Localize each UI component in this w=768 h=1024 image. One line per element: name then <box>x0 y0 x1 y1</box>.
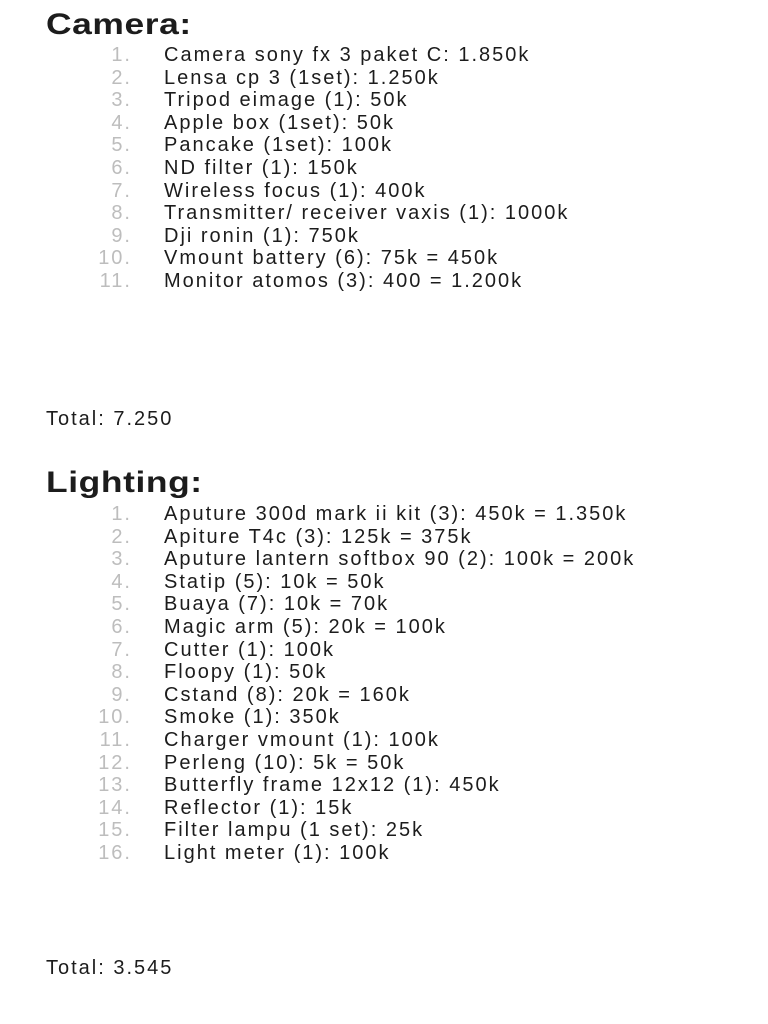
lighting-total: Total: 3.545 <box>46 957 174 979</box>
list-item-number: 3. <box>111 548 132 571</box>
list-item-text: Floopy (1): 50k <box>164 661 328 684</box>
list-item-text: Filter lampu (1 set): 25k <box>164 819 425 842</box>
list-item-number: 5. <box>111 134 132 157</box>
list-item <box>0 593 694 616</box>
list-item <box>0 180 694 203</box>
list-item-number: 12. <box>98 751 132 774</box>
list-item-number: 4. <box>111 111 132 134</box>
list-item-text: Tripod eimage (1): 50k <box>164 89 409 112</box>
list-item <box>0 67 694 90</box>
list-item-text: Aputure lantern softbox 90 (2): 100k = 200k <box>164 548 636 571</box>
list-item <box>0 503 694 526</box>
list-item <box>0 639 694 662</box>
list-item-number: 1. <box>111 503 132 525</box>
list-item-text: Transmitter/ receiver vaxis (1): 1000k <box>164 202 570 225</box>
list-item-number: 2. <box>111 525 132 548</box>
list-item <box>0 225 694 248</box>
list-item <box>0 842 694 865</box>
list-item <box>0 134 694 157</box>
list-item <box>0 157 694 180</box>
list-item-number: 1. <box>111 44 132 66</box>
list-item <box>0 706 694 729</box>
list-item <box>0 202 694 225</box>
list-item <box>0 752 694 775</box>
list-item-text: Reflector (1): 15k <box>164 796 354 819</box>
list-item-text: Cutter (1): 100k <box>164 638 335 661</box>
list-item <box>0 270 694 293</box>
list-item-text: Pancake (1set): 100k <box>164 134 393 157</box>
list-item-number: 4. <box>111 570 132 593</box>
list-item-text: Lensa cp 3 (1set): 1.250k <box>164 66 440 89</box>
list-item-number: 7. <box>111 638 132 661</box>
list-item-number: 5. <box>111 593 132 616</box>
list-item-text: ND filter (1): 150k <box>164 156 359 179</box>
list-item-text: Buaya (7): 10k = 70k <box>164 593 390 616</box>
list-item <box>0 247 694 270</box>
list-item <box>0 571 694 594</box>
list-item-number: 11. <box>99 269 132 292</box>
list-item-text: Vmount battery (6): 75k = 450k <box>164 247 500 270</box>
list-item-text: Camera sony fx 3 paket C: 1.850k <box>164 44 531 66</box>
list-item-number: 3. <box>111 89 132 112</box>
list-item <box>0 89 694 112</box>
list-item-text: Dji ronin (1): 750k <box>164 224 360 247</box>
list-item-number: 8. <box>111 661 132 684</box>
list-item-number: 10. <box>98 706 132 729</box>
list-item-number: 16. <box>98 841 132 864</box>
list-item-number: 11. <box>99 728 132 751</box>
list-item-number: 6. <box>111 615 132 638</box>
list-item <box>0 548 694 571</box>
list-item-text: Aputure 300d mark ii kit (3): 450k = 1.350k <box>164 503 628 525</box>
list-item-number: 9. <box>111 224 132 247</box>
list-item <box>0 729 694 752</box>
list-item-text: Charger vmount (1): 100k <box>164 728 440 751</box>
list-item <box>0 112 694 135</box>
list-item <box>0 616 694 639</box>
list-item-text: Statip (5): 10k = 50k <box>164 570 386 593</box>
list-item-number: 9. <box>111 683 132 706</box>
list-item-number: 2. <box>111 66 132 89</box>
list-item <box>0 797 694 820</box>
list-item-number: 10. <box>98 247 132 270</box>
list-item-text: Cstand (8): 20k = 160k <box>164 683 411 706</box>
list-item <box>0 684 694 707</box>
list-item-number: 7. <box>111 179 132 202</box>
list-item-number: 6. <box>111 156 132 179</box>
list-item-text: Butterfly frame 12x12 (1): 450k <box>164 774 501 797</box>
list-item-number: 13. <box>98 774 132 797</box>
list-item <box>0 774 694 797</box>
camera-item-list <box>0 44 768 293</box>
list-item-number: 15. <box>98 819 132 842</box>
list-item <box>0 44 694 67</box>
camera-total: Total: 7.250 <box>46 408 174 430</box>
list-item-text: Monitor atomos (3): 400 = 1.200k <box>164 269 524 292</box>
list-item <box>0 819 694 842</box>
list-item <box>0 526 694 549</box>
list-item-text: Smoke (1): 350k <box>164 706 341 729</box>
list-item-text: Light meter (1): 100k <box>164 841 391 864</box>
list-item-number: 14. <box>98 796 132 819</box>
list-item-text: Apiture T4c (3): 125k = 375k <box>164 525 473 548</box>
list-item-text: Perleng (10): 5k = 50k <box>164 751 406 774</box>
list-item-text: Apple box (1set): 50k <box>164 111 395 134</box>
list-item <box>0 661 694 684</box>
lighting-item-list <box>0 503 768 865</box>
list-item-number: 8. <box>111 202 132 225</box>
list-item-text: Magic arm (5): 20k = 100k <box>164 615 447 638</box>
list-item-text: Wireless focus (1): 400k <box>164 179 427 202</box>
lighting-section-title: Lighting: <box>46 466 203 499</box>
camera-section-title: Camera: <box>46 8 192 41</box>
